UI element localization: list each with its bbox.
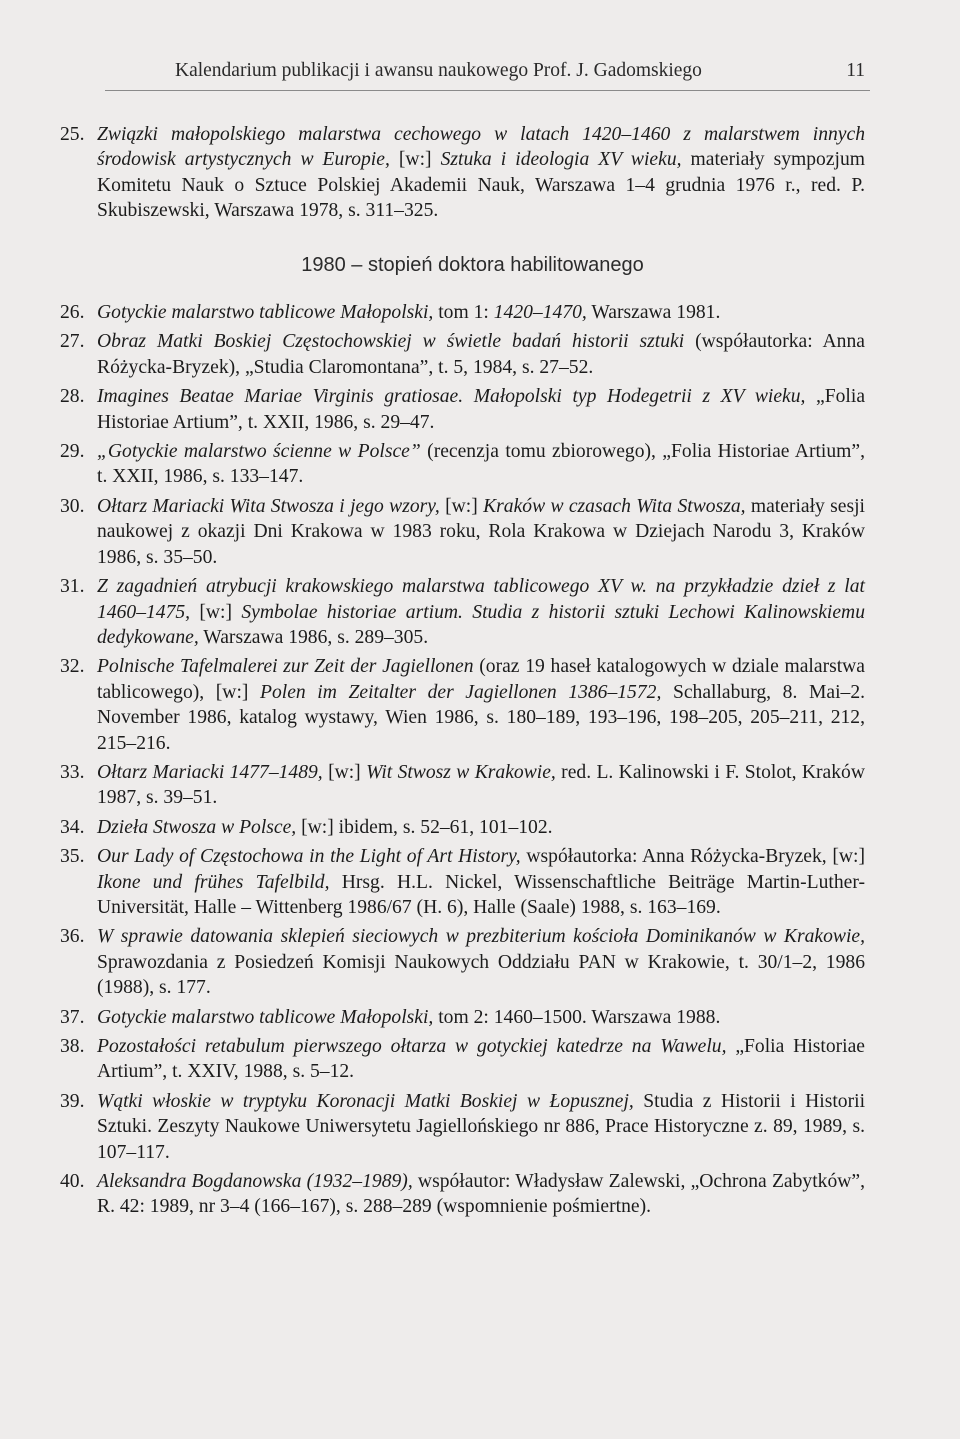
bibliography-entry	[60, 1005, 865, 1030]
entry-number: 40.	[60, 1171, 85, 1193]
entry-text-segment: [w:]	[190, 601, 242, 623]
entry-title-italic: Ołtarz Mariacki Wita Stwosza i jego wzory,	[97, 495, 440, 517]
entry-title-italic: Polnische Tafelmalerei zur Zeit der Jagiellonen	[97, 656, 474, 678]
entry-text	[97, 1007, 720, 1028]
entry-number: 34.	[60, 816, 85, 838]
entry-text-segment: Warszawa 1986, s. 289–305.	[198, 626, 429, 648]
bibliography-entry	[60, 1089, 865, 1165]
entry-title-italic: Pozostałości retabulum pierwszego ołtarza w gotyckiej katedrze na Wawelu,	[97, 1036, 727, 1057]
entry-text	[97, 124, 865, 221]
entry-text-segment: Warszawa 1981.	[586, 302, 721, 324]
entry-text-segment: [w:]	[322, 761, 367, 783]
entry-text-segment: tom 1:	[433, 302, 494, 324]
entry-title-italic: Obraz Matki Boskiej Częstochowskiej w świetle badań historii sztuki	[97, 331, 685, 353]
entry-text-segment: Sprawozdania z Posiedzeń Komisji Naukowych Oddziału PAN w Krakowie, t. 30/1–2, 1986 (1988), s. 177.	[97, 951, 865, 999]
entry-text	[97, 302, 720, 323]
entry-number: 38.	[60, 1036, 85, 1057]
entry-text	[97, 846, 865, 918]
bibliography-entry	[60, 384, 865, 435]
entry-title-italic: Ołtarz Mariacki 1477–1489,	[97, 761, 323, 783]
entry-text-segment: [w:]	[439, 495, 484, 517]
bibliography-entry	[60, 1034, 865, 1085]
entry-text-segment: Hrsg. H.L. Nickel, Wissenschaftliche Beiträge Martin-Luther-Universität, Halle – Wittenberg 1986/67 (H. 6), Halle (Saale) 1988, s. 163–169.	[97, 871, 865, 918]
entry-number: 30.	[60, 495, 85, 517]
entry-number: 37.	[60, 1006, 85, 1028]
entry-text-segment: [w:] ibidem, s. 52–61, 101–102.	[296, 816, 553, 838]
entry-text	[97, 762, 865, 808]
entry-text	[97, 496, 865, 568]
entry-title-italic: Związki małopolskiego malarstwa cechowego w latach 1420–1460 z malarstwem innych środowisk artystycznych w Europie,	[97, 124, 865, 171]
entry-text-segment: Schallaburg, 8. Mai–2. November 1986, katalog wystawy, Wien 1986, s. 180–189, 193–196, 198–205, 205–211, 212, 215–216.	[97, 681, 866, 754]
bibliography-entry	[60, 844, 865, 920]
entry-title-italic: Dzieła Stwosza w Polsce,	[97, 816, 297, 838]
entry-text	[97, 926, 865, 998]
bibliography-entry	[60, 574, 865, 650]
entry-title-italic: 1420–1470,	[493, 302, 587, 324]
entry-text	[97, 441, 865, 487]
entry-number: 27.	[60, 331, 85, 353]
entry-title-italic: Kraków w czasach Wita Stwosza,	[483, 495, 746, 517]
entry-title-italic: Gotyckie malarstwo tablicowe Małopolski,	[97, 302, 434, 324]
bibliography-entry	[60, 494, 865, 570]
entry-number: 28.	[60, 386, 85, 408]
bibliography-entry	[60, 439, 865, 490]
entry-number: 39.	[60, 1090, 85, 1112]
entry-number: 26.	[60, 302, 85, 324]
entry-text	[97, 656, 865, 753]
bibliography-entry	[60, 924, 865, 1000]
entry-title-italic: Wątki włoskie w tryptyku Koronacji Matki Boskiej w Łopusznej,	[97, 1090, 634, 1112]
entry-text-segment: materiały sesji naukowej z okazji Dni Krakowa w 1983 roku, Rola Krakowa w Dziejach Narodu 3, Kraków 1986, s. 35–50.	[97, 495, 866, 568]
entry-title-italic: Z zagadnień atrybucji krakowskiego malarstwa tablicowego XV w. na przykładzie dzieł z lat 1460–1475,	[97, 576, 865, 623]
entry-title-italic: W sprawie datowania sklepień sieciowych w prezbiterium kościoła Dominikanów w Krakowie,	[97, 926, 865, 948]
entry-text-segment: (oraz 19 haseł katalogowych w dziale malarstwa tablicowego), [w:]	[97, 656, 866, 703]
entry-title-italic: „Gotyckie malarstwo ścienne w Polsce”	[97, 441, 421, 463]
running-header-title: Kalendarium publikacji i awansu naukowego Prof. J. Gadomskiego	[175, 60, 702, 81]
entry-number: 25.	[60, 124, 85, 145]
entry-title-italic: Gotyckie malarstwo tablicowe Małopolski,	[97, 1006, 434, 1028]
entries-after-section	[60, 300, 865, 1220]
entry-text	[97, 1036, 865, 1082]
bibliography-entry	[60, 329, 865, 380]
running-header	[175, 60, 865, 82]
entry-text-segment: tom 2: 1460–1500. Warszawa 1988.	[433, 1006, 721, 1028]
bibliography-entry	[60, 760, 865, 811]
entry-number: 31.	[60, 576, 85, 598]
entry-text-segment: współautorka: Anna Różycka-Bryzek, [w:]	[520, 846, 866, 868]
entry-text-segment: (recenzja tomu zbiorowego), „Folia Historiae Artium”, t. XXII, 1986, s. 133–147.	[97, 441, 865, 488]
page-number: 11	[846, 60, 865, 81]
entry-text	[97, 386, 865, 432]
entry-text-segment: materiały sympozjum Komitetu Nauk o Sztuce Polskiej Akademii Nauk, Warszawa 1–4 grudnia 1976 r., red. P. Skubiszewski, Warszawa 1978, s. 311–325.	[97, 149, 866, 222]
entry-number: 33.	[60, 761, 85, 783]
entry-title-italic: Wit Stwosz w Krakowie,	[366, 761, 556, 783]
entry-text-segment: współautor: Władysław Zalewski, „Ochrona Zabytków”, R. 42: 1989, nr 3–4 (166–167), s. 288–289 (wspomnienie pośmiertne).	[97, 1171, 865, 1218]
bibliography-entry	[60, 815, 865, 840]
entry-text-segment: „Folia Historiae Artium”, t. XXIV, 1988, s. 5–12.	[97, 1036, 865, 1083]
entry-text	[97, 1091, 865, 1163]
entry-text	[97, 1171, 865, 1217]
entry-text	[97, 817, 553, 838]
entry-text-segment: Studia z Historii i Historii Sztuki. Zeszyty Naukowe Uniwersytetu Jagiellońskiego nr 886, Prace Historyczne z. 89, 1989, s. 107–117.	[97, 1090, 866, 1163]
entry-text-segment: (współautorka: Anna Różycka-Bryzek), „Studia Claromontana”, t. 5, 1984, s. 27–52.	[97, 331, 865, 378]
bibliography-entry	[60, 122, 865, 224]
entry-title-italic: Ikone und frühes Tafelbild,	[97, 871, 330, 893]
section-heading: 1980 – stopień doktora habilitowanego	[301, 253, 644, 276]
entry-number: 36.	[60, 926, 85, 948]
entry-number: 32.	[60, 656, 85, 678]
entry-title-italic: Polen im Zeitalter der Jagiellonen 1386–1572,	[260, 681, 662, 703]
entry-text	[97, 331, 865, 377]
bibliography-content	[60, 122, 865, 1224]
entry-title-italic: Our Lady of Częstochowa in the Light of Art History,	[97, 846, 521, 868]
entry-title-italic: Imagines Beatae Mariae Virginis gratiosae. Małopolski typ Hodegetrii z XV wieku,	[97, 386, 806, 408]
entry-text-segment: [w:]	[389, 149, 441, 171]
header-rule	[105, 90, 870, 91]
entry-title-italic: Symbolae historiae artium. Studia z historii sztuki Lechowi Kalinowskiemu dedykowane,	[97, 601, 865, 648]
entry-text-segment: red. L. Kalinowski i F. Stolot, Kraków 1987, s. 39–51.	[97, 761, 865, 809]
entries-before-section	[60, 122, 865, 224]
entry-number: 29.	[60, 441, 85, 463]
entry-title-italic: Sztuka i ideologia XV wieku,	[440, 149, 682, 171]
bibliography-entry	[60, 654, 865, 756]
bibliography-entry	[60, 1169, 865, 1220]
entry-text-segment: „Folia Historiae Artium”, t. XXII, 1986, s. 29–47.	[97, 386, 866, 433]
entry-number: 35.	[60, 846, 85, 868]
bibliography-entry	[60, 300, 865, 325]
entry-title-italic: Aleksandra Bogdanowska (1932–1989),	[97, 1171, 413, 1193]
entry-text	[97, 576, 865, 648]
